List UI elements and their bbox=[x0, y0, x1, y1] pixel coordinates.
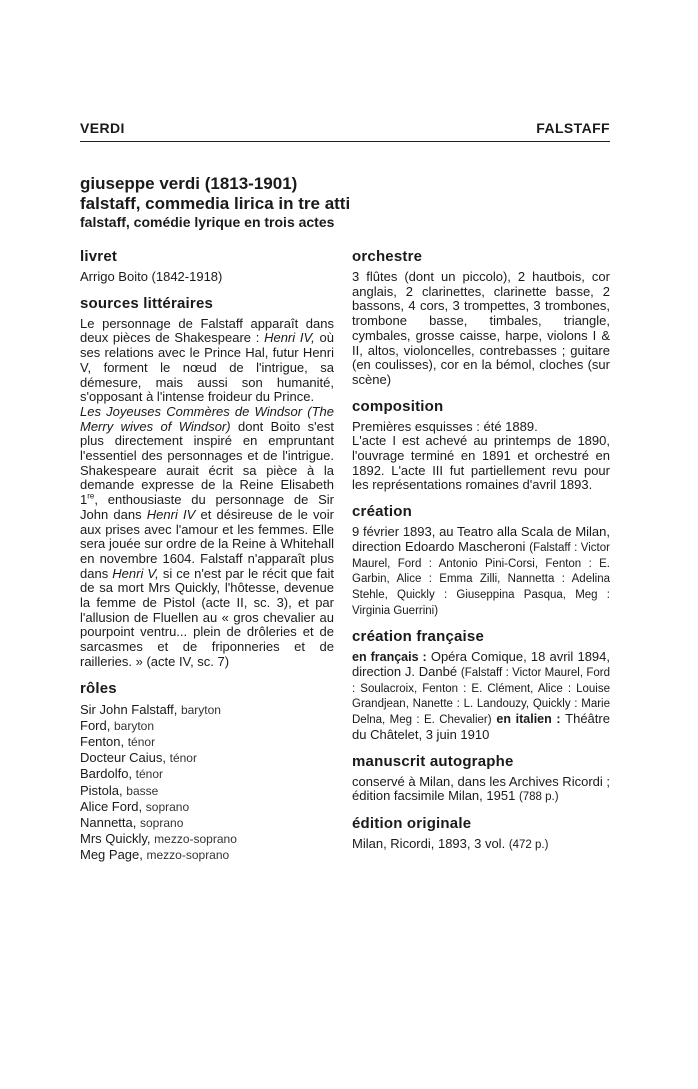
role-name: Bardolfo, bbox=[80, 766, 133, 782]
creation-fr-main: Opéra Comique, 18 avril 1894, direction J. Danbé bbox=[352, 649, 610, 680]
section-creation-francaise bbox=[352, 628, 610, 742]
role-name: Fenton, bbox=[80, 733, 125, 749]
sources-paragraph-2 bbox=[80, 405, 334, 670]
left-column bbox=[80, 248, 334, 874]
creation-fr-text bbox=[352, 650, 610, 742]
edition-heading: édition originale bbox=[352, 814, 472, 832]
label-en-francais: en français : bbox=[352, 650, 427, 665]
edition-text bbox=[352, 837, 610, 853]
creation-main: 9 février 1893, au Teatro alla Scala de Milan, direction Edoardo Mascheroni bbox=[352, 524, 610, 554]
role-item bbox=[80, 799, 334, 815]
role-name: Mrs Quickly, bbox=[80, 831, 151, 847]
composition-heading: composition bbox=[352, 397, 444, 415]
role-voice: soprano bbox=[145, 799, 190, 814]
sources-text: , enthousiaste du personnage de Sir John dans bbox=[80, 492, 334, 522]
creation-cast: (Falstaff : Victor Maurel, Ford : Antonio Pini-Corsi, Fenton : E. Garbin, Alice : Emma Zilli, Nannetta : Adelina Stehle, Quickly : Giuseppina Pasqua, Meg : Virginia Guerrini) bbox=[352, 541, 610, 617]
role-name: Pistola, bbox=[80, 782, 123, 798]
orchestre-text: 3 flûtes (dont un piccolo), 2 hautbois, cor anglais, 2 clarinettes, clarinette basse, 2 bassons, 4 cors, 3 trompettes, 3 trombones, trombone basse, timbales, triangle, cymbales, grosse caisse, harpe, violons I & II, altos, violoncelles, contrebasses ; guitare (en coulisses), cor en la bémol, cloches (sur scène) bbox=[352, 269, 610, 387]
composition-first-line: Premières esquisses : été 1889. bbox=[352, 418, 538, 434]
composition-text: L'acte I est achevé au printemps de 1890, l'ouvrage terminé en 1891 et orchestré en 1892. L'acte III fut partiellement revu pour les représentations romaines d'avril 1893. bbox=[352, 433, 610, 493]
section-composition bbox=[352, 398, 610, 494]
section-edition bbox=[352, 815, 610, 853]
running-header bbox=[80, 120, 610, 136]
header-composer: VERDI bbox=[80, 120, 125, 136]
sources-text: et désireuse de le voir aux prises avec l'amour et les femmes. Elle sera jouée sur ordre de la Reine à Whitehall en novembre 1604. Falstaff n'apparaît plus dans bbox=[80, 506, 334, 581]
role-name: Nannetta, bbox=[80, 815, 137, 830]
role-item bbox=[80, 702, 334, 718]
role-item bbox=[80, 847, 334, 863]
manuscrit-heading: manuscrit autographe bbox=[352, 752, 514, 770]
role-name: Alice Ford, bbox=[80, 798, 143, 814]
title-composer: giuseppe verdi (1813-1901) bbox=[80, 174, 298, 193]
role-voice: baryton bbox=[180, 702, 221, 717]
section-sources bbox=[80, 295, 334, 670]
role-item bbox=[80, 831, 334, 847]
role-voice: mezzo-soprano bbox=[154, 832, 237, 847]
role-voice: baryton bbox=[113, 718, 154, 733]
section-creation bbox=[352, 503, 610, 618]
title-italian: falstaff, commedia lirica in tre atti bbox=[80, 194, 351, 213]
role-voice: mezzo-soprano bbox=[146, 848, 230, 863]
role-voice: ténor bbox=[135, 767, 164, 782]
section-manuscrit bbox=[352, 753, 610, 805]
orchestre-heading: orchestre bbox=[352, 248, 423, 265]
label-en-italien: en italien : bbox=[496, 712, 561, 727]
roles-list bbox=[80, 702, 334, 864]
livret-heading: livret bbox=[80, 248, 118, 265]
section-roles bbox=[80, 680, 334, 864]
edition-pages: (472 p.) bbox=[508, 838, 549, 851]
creation-it-main: Théâtre du Châtelet, 3 juin 1910 bbox=[352, 711, 610, 742]
manuscrit-pages: (788 p.) bbox=[518, 791, 559, 804]
section-livret bbox=[80, 248, 334, 285]
sources-text: dont Boito s'est plus directement inspiré en empruntant l'essentiel des personnages et de l'intrigue. Shakespeare aurait écrit sa pièce à la demande expresse de la Reine Elisabeth 1 bbox=[80, 418, 334, 508]
role-item bbox=[80, 766, 334, 782]
work-title-henri-v: Henri V, bbox=[112, 565, 159, 581]
ordinal-superscript: re bbox=[87, 491, 95, 501]
creation-fr-cast: (Falstaff : Victor Maurel, Ford : Soulacroix, Fenton : E. Clément, Alice : Louise Grandjean, Nanette : L. Landouzy, Quickly : Marie Delna, Meg : E. Chevalier) bbox=[352, 667, 611, 727]
sources-text: où ses relations avec le Prince Hal, futur Henri V, forment le nœud de l'intrigue, sa démesure, mais aussi son humanité, s'opposant à l'intense froideur du Prince. bbox=[80, 330, 334, 405]
role-voice: ténor bbox=[169, 751, 197, 766]
edition-publisher: Milan, Ricordi, 1893, 3 vol. bbox=[352, 835, 506, 851]
creation-heading: création bbox=[352, 503, 412, 521]
sources-text: Le personnage de Falstaff apparaît dans deux pièces de Shakespeare : bbox=[80, 315, 334, 346]
title-french: falstaff, comédie lyrique en trois actes bbox=[80, 214, 335, 230]
section-orchestre bbox=[352, 248, 610, 388]
work-title-merry-wives: Les Joyeuses Commères de Windsor (The Merry wives of Windsor) bbox=[80, 403, 334, 434]
role-name: Sir John Falstaff, bbox=[80, 701, 178, 717]
role-item bbox=[80, 734, 334, 750]
sources-text: si ce n'est par le récit que fait de sa mort Mrs Quickly, l'hôtesse, devenue la femme de Pistol (acte II, sc. 3), et par l'allusion de Fluellen au « gros chevalier au pourpoint ventru... plein de drôleries et de sarcasmes et de friponneries et de railleries. » (acte IV, sc. 7) bbox=[80, 565, 334, 669]
role-item bbox=[80, 815, 334, 831]
creation-fr-heading: création française bbox=[352, 628, 484, 646]
role-voice: basse bbox=[126, 783, 159, 798]
work-title-henri-iv: Henri IV bbox=[146, 506, 196, 522]
role-voice: ténor bbox=[127, 734, 156, 749]
header-opera: FALSTAFF bbox=[536, 120, 610, 136]
work-title bbox=[80, 174, 620, 231]
livret-text: Arrigo Boito (1842-1918) bbox=[80, 269, 223, 284]
role-name: Docteur Caius, bbox=[80, 750, 166, 766]
right-column bbox=[352, 248, 610, 863]
role-item bbox=[80, 718, 334, 734]
role-voice: soprano bbox=[140, 816, 184, 830]
role-item bbox=[80, 750, 334, 766]
roles-heading: rôles bbox=[80, 679, 117, 697]
manuscrit-text bbox=[352, 775, 610, 805]
role-name: Ford, bbox=[80, 717, 111, 733]
creation-text bbox=[352, 525, 610, 618]
header-rule bbox=[80, 141, 610, 142]
role-name: Meg Page, bbox=[80, 847, 143, 863]
role-item bbox=[80, 783, 334, 799]
manuscrit-location: conservé à Milan, dans les Archives Ricordi ; édition facsimile Milan, 1951 bbox=[352, 773, 610, 804]
sources-paragraph-1 bbox=[80, 317, 334, 405]
sources-heading: sources littéraires bbox=[80, 294, 214, 312]
work-title-henri-iv: Henri IV, bbox=[264, 330, 315, 346]
